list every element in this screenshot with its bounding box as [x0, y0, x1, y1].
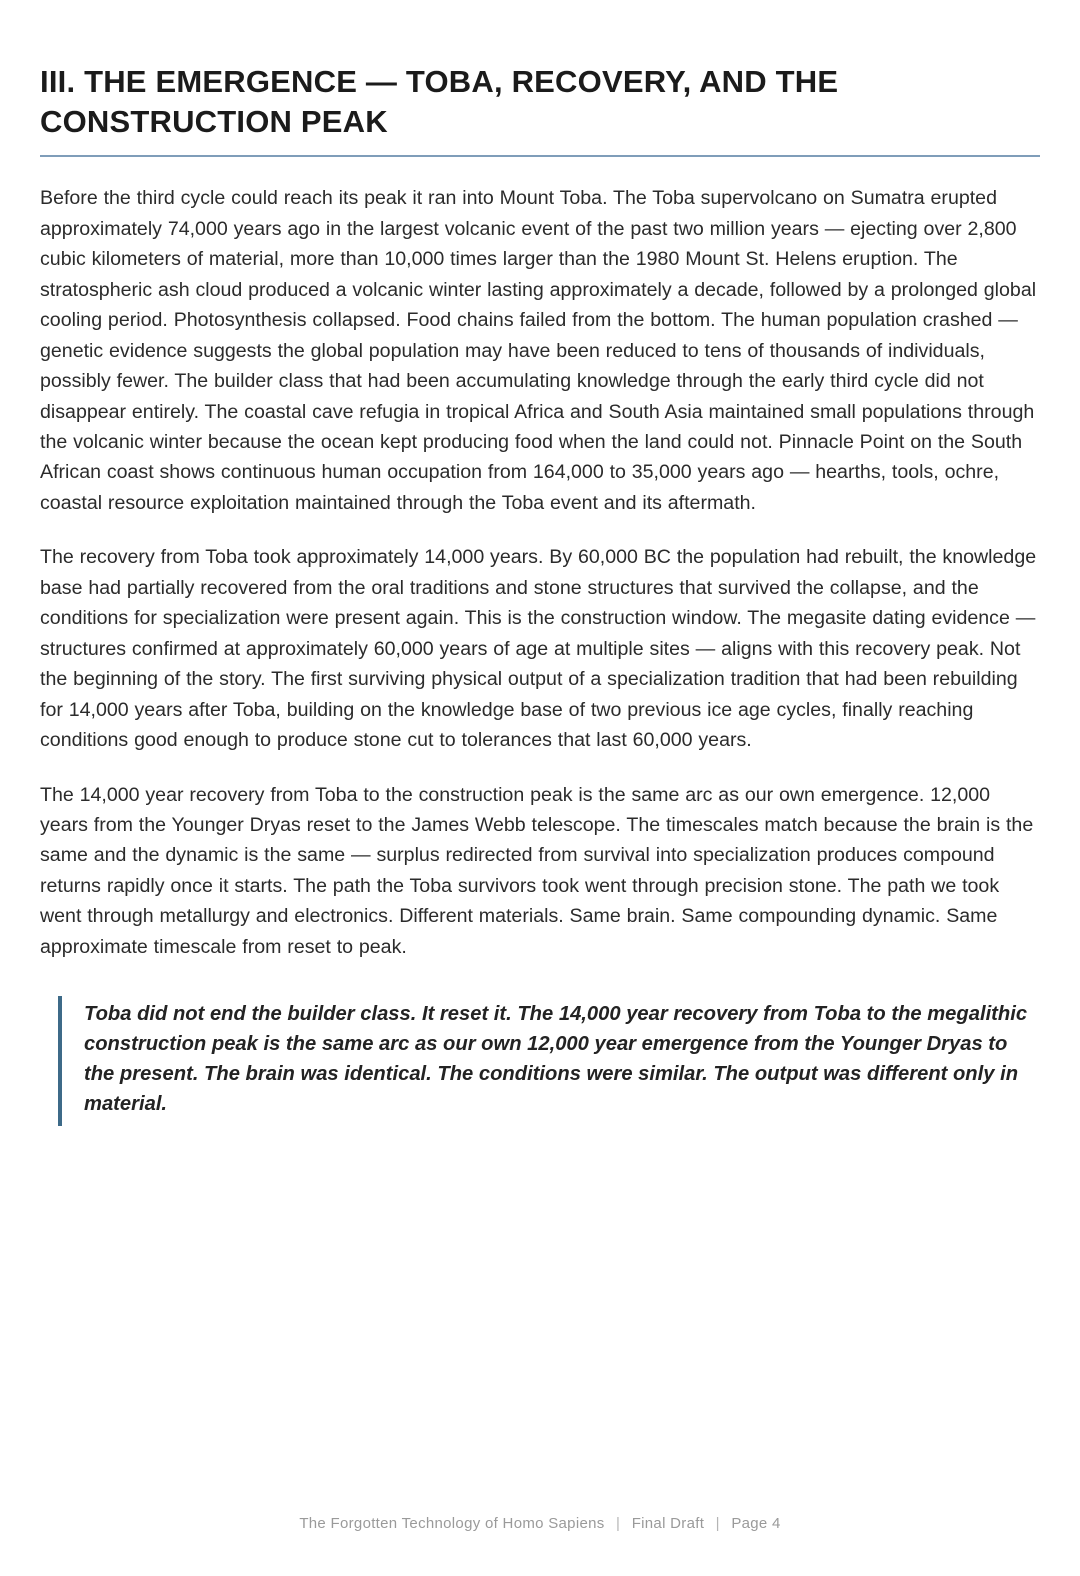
title-divider	[40, 155, 1040, 157]
pullquote-block	[58, 996, 1040, 1126]
footer-draft-status: Final Draft	[631, 1515, 705, 1532]
footer-separator-1: |	[616, 1515, 621, 1532]
body-paragraph-1: Before the third cycle could reach its peak it ran into Mount Toba. The Toba supervolcano on Sumatra erupted approximately 74,000 years ago in the largest volcanic event of the past two million years — ejecting over 2,800 cubic kilometers of material, more than 10,000 times larger than the 1980 Mount St. Helens eruption. The stratospheric ash cloud produced a volcanic winter lasting approximately a decade, followed by a prolonged global cooling period. Photosynthesis collapsed. Food chains failed from the bottom. The human population crashed — genetic evidence suggests the global population may have been reduced to tens of thousands of individuals, possibly fewer. The builder class that had been accumulating knowledge through the early third cycle did not disappear entirely. The coastal cave refugia in tropical Africa and South Asia maintained small populations through the volcanic winter because the ocean kept producing food when the land could not. Pinnacle Point on the South African coast shows continuous human occupation from 164,000 to 35,000 years ago — hearths, tools, ochre, coastal resource exploitation maintained through the Toba event and its aftermath.	[40, 187, 1037, 514]
page-title: III. THE EMERGENCE — TOBA, RECOVERY, AND THE CONSTRUCTION PEAK	[40, 64, 839, 139]
page-footer	[0, 1515, 1080, 1532]
body-paragraph-3: The 14,000 year recovery from Toba to the construction peak is the same arc as our own emergence. 12,000 years from the Younger Dryas reset to the James Webb telescope. The timescales match because the brain is the same and the dynamic is the same — surplus redirected from survival into specialization produces compound returns rapidly once it starts. The path the Toba survivors took went through precision stone. The path we took went through metallurgy and electronics. Different materials. Same brain. Same compounding dynamic. Same approximate timescale from reset to peak.	[40, 783, 1034, 958]
footer-document-title: The Forgotten Technology of Homo Sapiens	[299, 1515, 605, 1532]
body-paragraph-2: The recovery from Toba took approximately 14,000 years. By 60,000 BC the population had rebuilt, the knowledge base had partially recovered from the oral traditions and stone structures that survived the collapse, and the conditions for specialization were present again. This is the construction window. The megasite dating evidence — structures confirmed at approximately 60,000 years of age at multiple sites — aligns with this recovery peak. Not the beginning of the story. The first surviving physical output of a specialization tradition that had been rebuilding for 14,000 years after Toba, building on the knowledge base of two previous ice age cycles, finally reaching conditions good enough to produce stone cut to tolerances that last 60,000 years.	[40, 546, 1037, 752]
pullquote-text: Toba did not end the builder class. It reset it. The 14,000 year recovery from Toba to the megalithic construction peak is the same arc as our own 12,000 year emergence from the Younger Dryas to the present. The brain was identical. The conditions were similar. The output was different only in material.	[84, 1003, 1028, 1115]
footer-page-number: Page 4	[731, 1515, 781, 1532]
footer-separator-2: |	[715, 1515, 720, 1532]
